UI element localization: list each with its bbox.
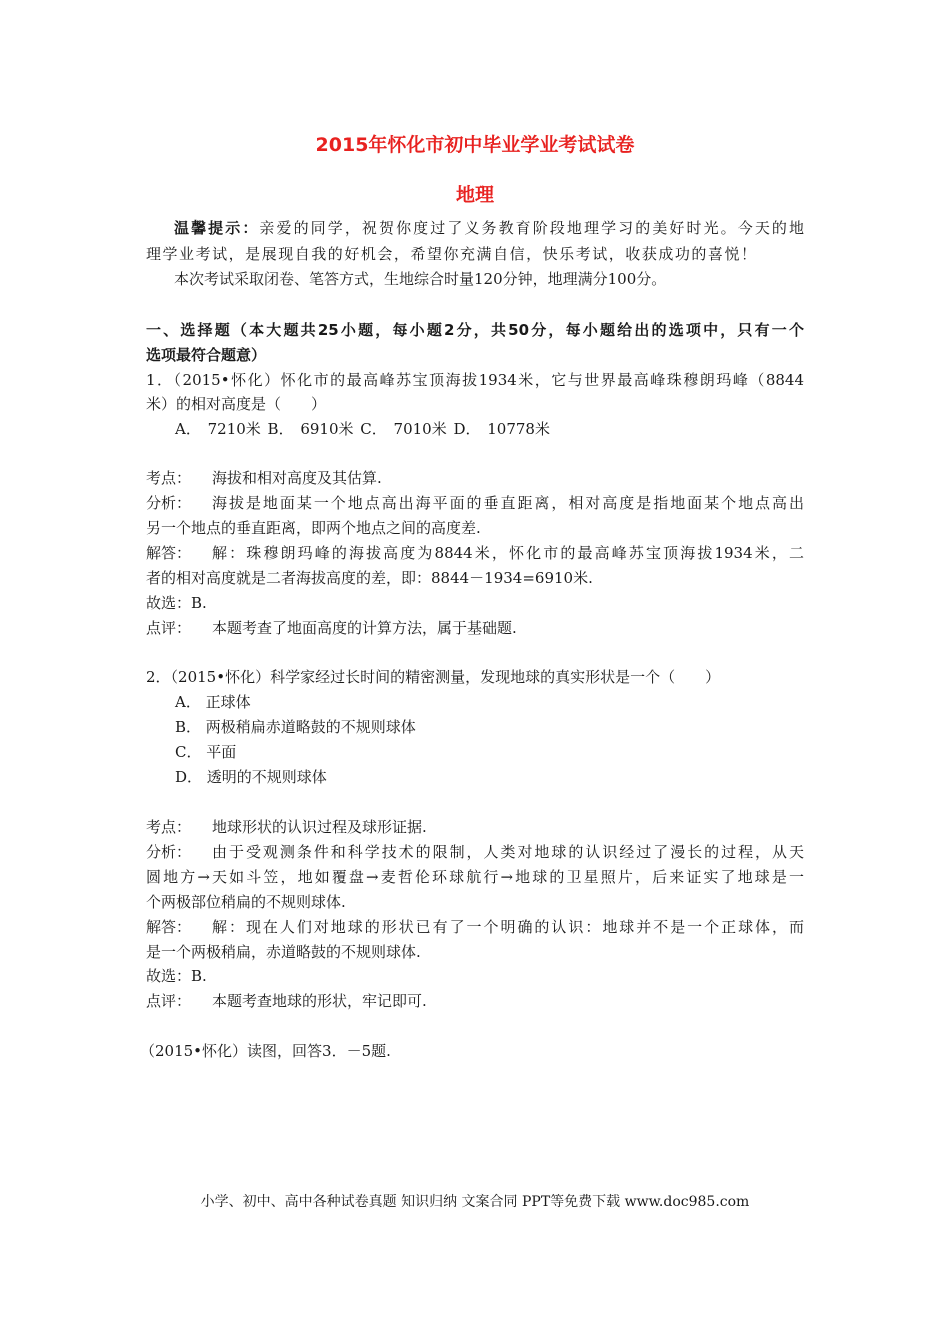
q2-fenxi-line-3: 个两极部位稍扁的不规则球体. (146, 893, 346, 911)
q3-intro: （2015•怀化）读图，回答3．－5题. (140, 1042, 391, 1060)
q2-jieda-line-1: 解：现在人们对地球的形状已有了一个明确的认识：地球并不是一个正球体，而 (212, 918, 804, 936)
section-heading-line-1: 一、选择题（本大题共25小题，每小题2分，共50分，每小题给出的选项中，只有一个 (146, 321, 804, 339)
q2-fenxi-line-2: 圆地方→天如斗笠，地如覆盘→麦哲伦环球航行→地球的卫星照片，后来证实了地球是一 (146, 868, 804, 886)
q1-kaodian: 海拔和相对高度及其估算. (212, 469, 382, 487)
q2-answer: 故选：B. (146, 967, 207, 985)
notice-line-1 (174, 218, 804, 238)
q1-dianping-label: 点评： (146, 619, 192, 637)
q2-option-a: A． 正球体 (175, 693, 251, 711)
q1-stem-line-2: 米）的相对高度是（ ） (146, 395, 327, 413)
q2-fenxi-label: 分析： (146, 843, 192, 861)
q1-fenxi-line-1: 海拔是地面某一个地点高出海平面的垂直距离，相对高度是指地面某个地点高出 (212, 494, 804, 512)
section-heading-line-2: 选项最符合题意） (146, 346, 267, 364)
q1-fenxi-line-2: 另一个地点的垂直距离，即两个地点之间的高度差. (146, 519, 481, 537)
q1-stem-line-1: 1．（2015•怀化）怀化市的最高峰苏宝顶海拔1934米，它与世界最高峰珠穆朗玛峰（8844 (146, 371, 804, 389)
q1-jieda-label: 解答： (146, 544, 192, 562)
exam-title: 2015年怀化市初中毕业学业考试试卷 (315, 134, 635, 156)
q1-jieda-line-2: 者的相对高度就是二者海拔高度的差，即：8844－1934=6910米. (146, 569, 593, 587)
q1-kaodian-label: 考点： (146, 469, 192, 487)
q2-jieda-label: 解答： (146, 918, 192, 936)
q2-kaodian: 地球形状的认识过程及球形证据. (212, 818, 427, 836)
notice-line-3: 本次考试采取闭卷、笔答方式，生地综合时量120分钟，地理满分100分。 (174, 270, 667, 288)
q2-option-b: B． 两极稍扁赤道略鼓的不规则球体 (175, 718, 416, 736)
q1-options: A． 7210米 B． 6910米 C． 7010米 D． 10778米 (175, 420, 550, 438)
q1-jieda-line-1: 解：珠穆朗玛峰的海拔高度为8844米，怀化市的最高峰苏宝顶海拔1934米，二 (212, 544, 804, 562)
q2-stem: 2．（2015•怀化）科学家经过长时间的精密测量，发现地球的真实形状是一个（ ） (146, 668, 721, 686)
subject-title: 地理 (455, 184, 494, 206)
q2-jieda-line-2: 是一个两极稍扁，赤道略鼓的不规则球体. (146, 943, 421, 961)
q1-dianping: 本题考查了地面高度的计算方法，属于基础题. (212, 619, 517, 637)
q2-dianping: 本题考查地球的形状，牢记即可. (212, 992, 427, 1010)
q2-kaodian-label: 考点： (146, 818, 192, 836)
notice-label: 温馨提示： (174, 219, 260, 237)
page-footer: 小学、初中、高中各种试卷真题 知识归纳 文案合同 PPT等免费下载 www.doc985.com (200, 1194, 750, 1210)
q2-option-c: C． 平面 (175, 743, 237, 761)
q2-fenxi-line-1: 由于受观测条件和科学技术的限制，人类对地球的认识经过了漫长的过程，从天 (212, 843, 804, 861)
notice-text-1: 亲爱的同学，祝贺你度过了义务教育阶段地理学习的美好时光。今天的地 (259, 219, 804, 237)
q2-dianping-label: 点评： (146, 992, 192, 1010)
q1-answer: 故选：B. (146, 594, 207, 612)
q1-fenxi-label: 分析： (146, 494, 192, 512)
notice-line-2: 理学业考试，是展现自我的好机会，希望你充满自信，快乐考试，收获成功的喜悦！ (146, 245, 756, 263)
q2-option-d: D． 透明的不规则球体 (175, 768, 327, 786)
